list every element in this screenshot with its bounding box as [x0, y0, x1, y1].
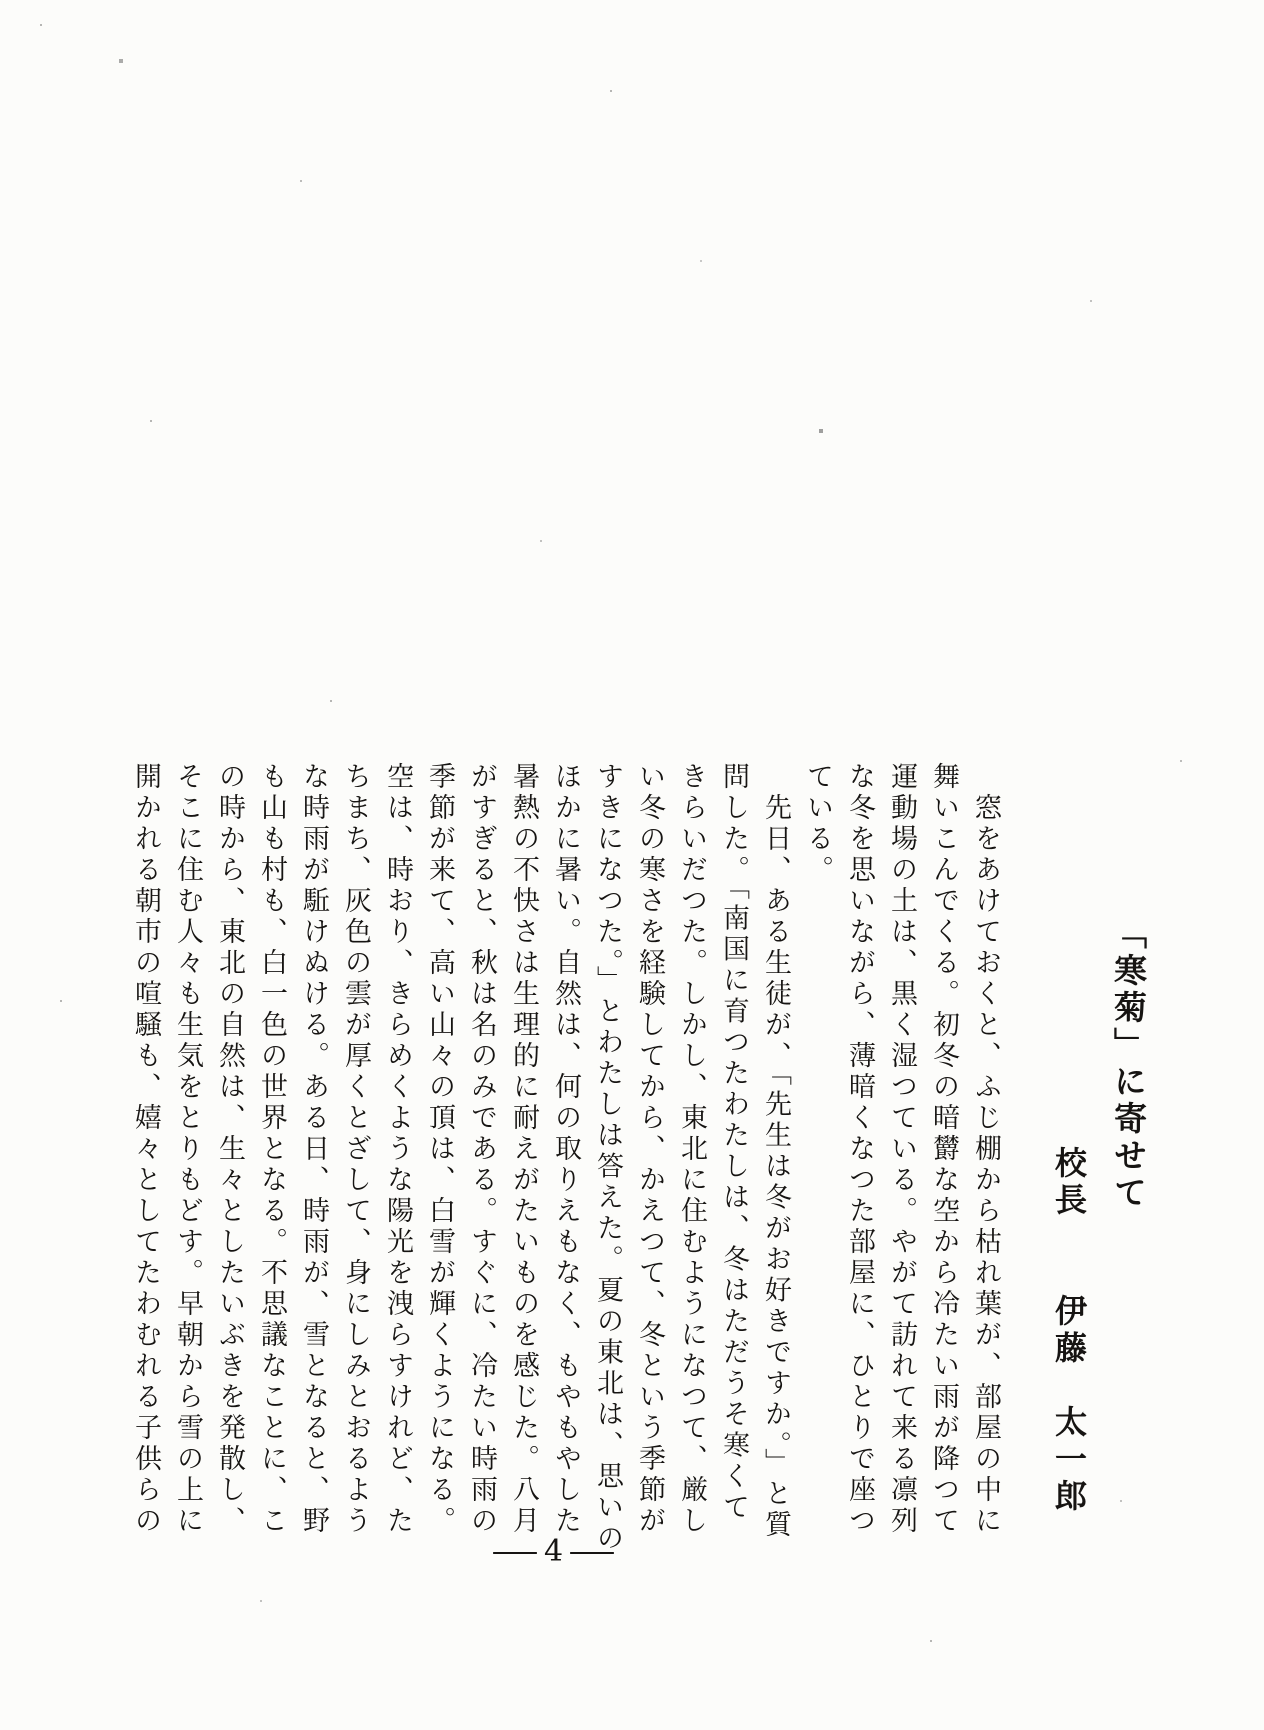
body-column: な冬を思いながら、薄暗くなつた部屋に、ひとりで座つ	[844, 762, 875, 1537]
body-column: 暑熱の不快さは生理的に耐えがたいものを感じた。八月	[508, 762, 539, 1537]
body-column: 問した。「南国に育つたわたしは、冬はただうそ寒くて	[718, 762, 749, 1524]
body-column: ちまち、灰色の雲が厚くとざして、身にしみとおるよう	[340, 762, 371, 1537]
body-column: 開かれる朝市の喧騒も、嬉々としてたわむれる子供らの	[130, 762, 161, 1537]
page-number-value: 4	[544, 1534, 564, 1569]
body-column: 空は、時おり、きらめくような陽光を洩らすけれど、た	[382, 762, 413, 1537]
body-column: 運動場の土は、黒く湿つている。やがて訪れて来る凛列	[886, 762, 917, 1537]
page-number-dash-right: —	[568, 1534, 617, 1569]
body-column: の時から、東北の自然は、生々としたいぶきを発散し、	[214, 762, 245, 1537]
body-column: ほかに暑い。自然は、何の取りえもなく、もやもやした	[550, 762, 581, 1537]
essay-title: 「寒菊」に寄せて	[1109, 916, 1148, 1212]
body-column: すきになつた。」とわたしは答えた。夏の東北は、思いの	[592, 762, 623, 1555]
body-column: 舞いこんでくる。初冬の暗欝な空から冷たい雨が降つて	[928, 762, 959, 1537]
body-column: な時雨が駈けぬける。ある日、時雨が、雪となると、野	[298, 762, 329, 1537]
page-number	[491, 1534, 617, 1569]
essay-body	[124, 762, 1006, 1582]
body-column: そこに住む人々も生気をとりもどす。早朝から雪の上に	[172, 762, 203, 1537]
body-column: 先日、ある生徒が、「先生は冬がお好きですか。」と質	[760, 762, 791, 1541]
body-column: い冬の寒さを経験してから、かえつて、冬という季節が	[634, 762, 665, 1537]
body-column: がすぎると、秋は名のみである。すぐに、冷たい時雨の	[466, 762, 497, 1537]
author-line: 校長 伊藤 太一郎	[1050, 1146, 1088, 1516]
body-column: きらいだつた。しかし、東北に住むようになつて、厳し	[676, 762, 707, 1537]
body-column: ている。	[802, 762, 833, 886]
scan-noise-speckles	[0, 0, 2, 2]
body-column: 窓をあけておくと、ふじ棚から枯れ葉が、部屋の中に	[970, 762, 1001, 1537]
body-column: も山も村も、白一色の世界となる。不思議なことに、こ	[256, 762, 287, 1537]
body-column: 季節が来て、高い山々の頂は、白雪が輝くようになる。	[424, 762, 455, 1537]
page-number-dash-left: —	[491, 1534, 539, 1569]
